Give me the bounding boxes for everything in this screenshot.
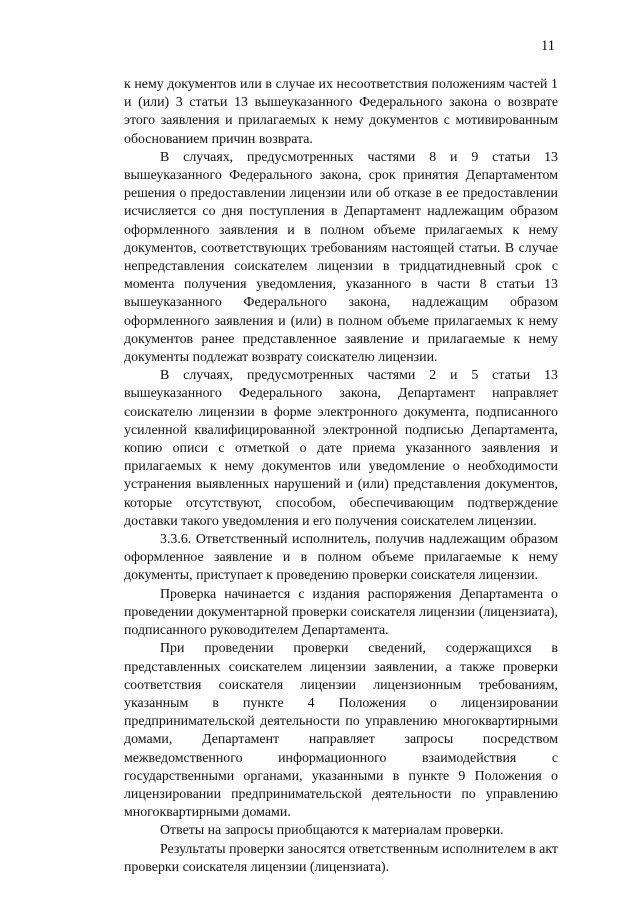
paragraph-2: В случаях, предусмотренных частями 8 и 9 статьи 13 вышеуказанного Федерального закона, срок принятия Департаментом решения о предоставлении лицензии или об отказе в ее предоставлении исчисляется со дня поступления в Департамент надлежащим образом оформленного заявления и в полном объеме прилагаемых к нему документов, соответствующих требованиям настоящей статьи. В случае непредставления соискателем лицензии в тридцатидневный срок с момента получения уведомления, указанного в части 8 статьи 13 вышеуказанного Федерального закона, надлежащим образом оформленного заявления и (или) в полном объеме прилагаемых к нему документов ранее представленное заявление и прилагаемые к нему документы подлежат возврату соискателю лицензии. xyxy=(124,149,558,366)
paragraph-7: Ответы на запросы приобщаются к материалам проверки. xyxy=(160,823,504,839)
page-number: 11 xyxy=(541,38,555,54)
paragraph-6: При проведении проверки сведений, содержащихся в представленных соискателем лицензии заявлении, а также проверки соответствия соискателя лицензии лицензионным требованиям, указанным в пункте 4 Положения о лицензировании предпринимательской деятельности по управлению многоквартирными домами, Департамент направляет запросы посредством межведомственного информационного взаимодействия с государственными органами, указанными в пункте 9 Положения о лицензировании предпринимательской деятельности по управлению многоквартирными домами. xyxy=(124,641,558,821)
paragraph-8: Результаты проверки заносятся ответственным исполнителем в акт проверки соискателя лицензии (лицензиата). xyxy=(124,841,558,875)
paragraph-3: В случаях, предусмотренных частями 2 и 5 статьи 13 вышеуказанного Федерального закона, Департамент направляет соискателю лицензии в форме электронного документа, подписанного усиленной квалифицированной электронной подписью Департамента, копию описи с отметкой о дате приема указанного заявления и прилагаемых к нему документов или уведомление о необходимости устранения выявленных нарушений и (или) представления документов, которые отсутствуют, способом, обеспечивающим подтверждение доставки такого уведомления и его получения соискателем лицензии. xyxy=(124,368,558,529)
paragraph-5: Проверка начинается с издания распоряжения Департамента о проведении документарной проверки соискателя лицензии (лицензиата), подписанного руководителем Департамента. xyxy=(124,586,558,639)
document-body xyxy=(124,76,558,877)
paragraph-4: 3.3.6. Ответственный исполнитель, получив надлежащим образом оформленное заявление и в полном объеме прилагаемые к нему документы, приступает к проведению проверки соискателя лицензии. xyxy=(124,532,558,584)
paragraph-1: к нему документов или в случае их несоответствия положениям частей 1 и (или) 3 статьи 13 вышеуказанного Федерального закона о возврате этого заявления и прилагаемых к нему документов с мотивированным обоснованием причин возврата. xyxy=(124,77,558,147)
